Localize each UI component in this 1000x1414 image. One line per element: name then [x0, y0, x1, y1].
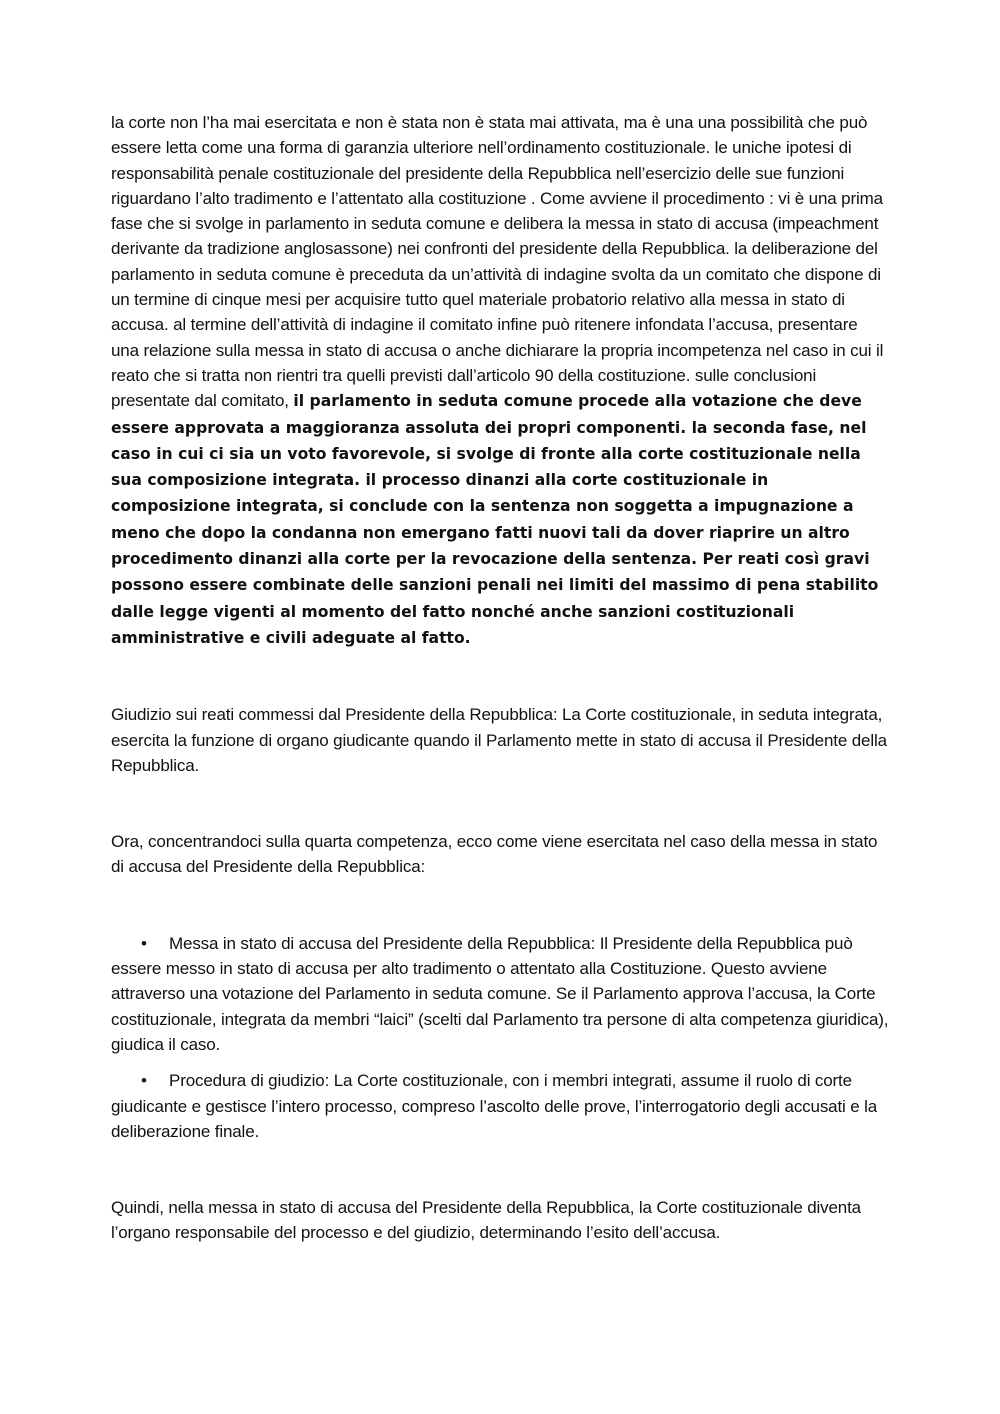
paragraph-impeachment-procedure [111, 110, 889, 651]
paragraph-conclusion: Quindi, nella messa in stato di accusa del Presidente della Repubblica, la Corte costituzionale diventa l’organo responsabile del processo e del giudizio, determinando l’esito dell’accusa. [111, 1198, 861, 1243]
document-page [111, 110, 889, 1246]
list-item-text: Procedura di giudizio: La Corte costituzionale, con i membri integrati, assume il ruolo di corte giudicante e gestisce l’intero processo, compreso l’ascolto delle prove, l’interrogatorio degli accusati e la deliberazione finale. [111, 1071, 878, 1141]
paragraph-bold-text: il parlamento in seduta comune procede alla votazione che deve essere approvata a maggioranza assoluta dei propri componenti. la seconda fase, nel caso in cui ci sia un voto favorevole, si svolge di fronte alla corte costituzionale nella sua composizione integrata. il processo dinanzi alla corte costituzionale in composizione integrata, si conclude con la sentenza non soggetta a impugnazione a meno che dopo la condanna non emergano fatti nuovi tali da dover riaprire un altro procedimento dinanzi alla corte per la revocazione della sentenza. Per reati così gravi possono essere combinate delle sanzioni penali nei limiti del massimo di pena stabilito dalle legge vigenti al momento del fatto nonché anche sanzioni costituzionali amministrative e civili adeguate al fatto. [111, 392, 879, 647]
list-item [111, 1068, 889, 1144]
paragraph-fourth-competence: Ora, concentrandoci sulla quarta competenza, ecco come viene esercitata nel caso della messa in stato di accusa del Presidente della Repubblica: [111, 832, 878, 877]
paragraph-regular-text: la corte non l’ha mai esercitata e non è stata non è stata mai attivata, ma è una una possibilità che può essere letta come una forma di garanzia ulteriore nell’ordinamento costituzionale. le uniche ipotesi di responsabilità penale costituzionale del presidente della Repubblica nell’esercizio delle sue funzioni riguardano l’alto tradimento e l’attentato alla costituzione . Come avviene il procedimento : vi è una prima fase che si svolge in parlamento in seduta comune e delibera la messa in stato di accusa (impeachment derivante da tradizione anglosassone) nei confronti del presidente della Repubblica. la deliberazione del parlamento in seduta comune è preceduta da un’attività di indagine svolta da un comitato che dispone di un termine di cinque mesi per acquisire tutto quel materiale probatorio relativo alla messa in stato di accusa. al termine dell’attività di indagine il comitato infine può ritenere infondata l’accusa, presentare una relazione sulla messa in stato di accusa o anche dichiarare la propria incompetenza nel caso in cui il reato che si tratta non rientri tra quelli previsti dall’articolo 90 della costituzione. sulle conclusioni presentate dal comitato, [111, 113, 884, 411]
bullet-list [111, 931, 889, 1144]
bullet-icon: • [141, 933, 147, 953]
list-item-text: Messa in stato di accusa del Presidente della Repubblica: Il Presidente della Repubblica può essere messo in stato di accusa per alto tradimento o attentato alla Costituzione. Questo avviene attraverso una votazione del Parlamento in seduta comune. Se il Parlamento approva l’accusa, la Corte costituzionale, integrata da membri “laici” (scelti dal Parlamento tra persone di alta competenza giuridica), giudica il caso. [111, 933, 889, 1054]
paragraph-judgment-crimes: Giudizio sui reati commessi dal Presidente della Repubblica: La Corte costituzionale, in seduta integrata, esercita la funzione di organo giudicante quando il Parlamento mette in stato di accusa il Presidente della Repubblica. [111, 705, 887, 775]
bullet-icon: • [141, 1071, 147, 1091]
list-item [111, 931, 889, 1057]
